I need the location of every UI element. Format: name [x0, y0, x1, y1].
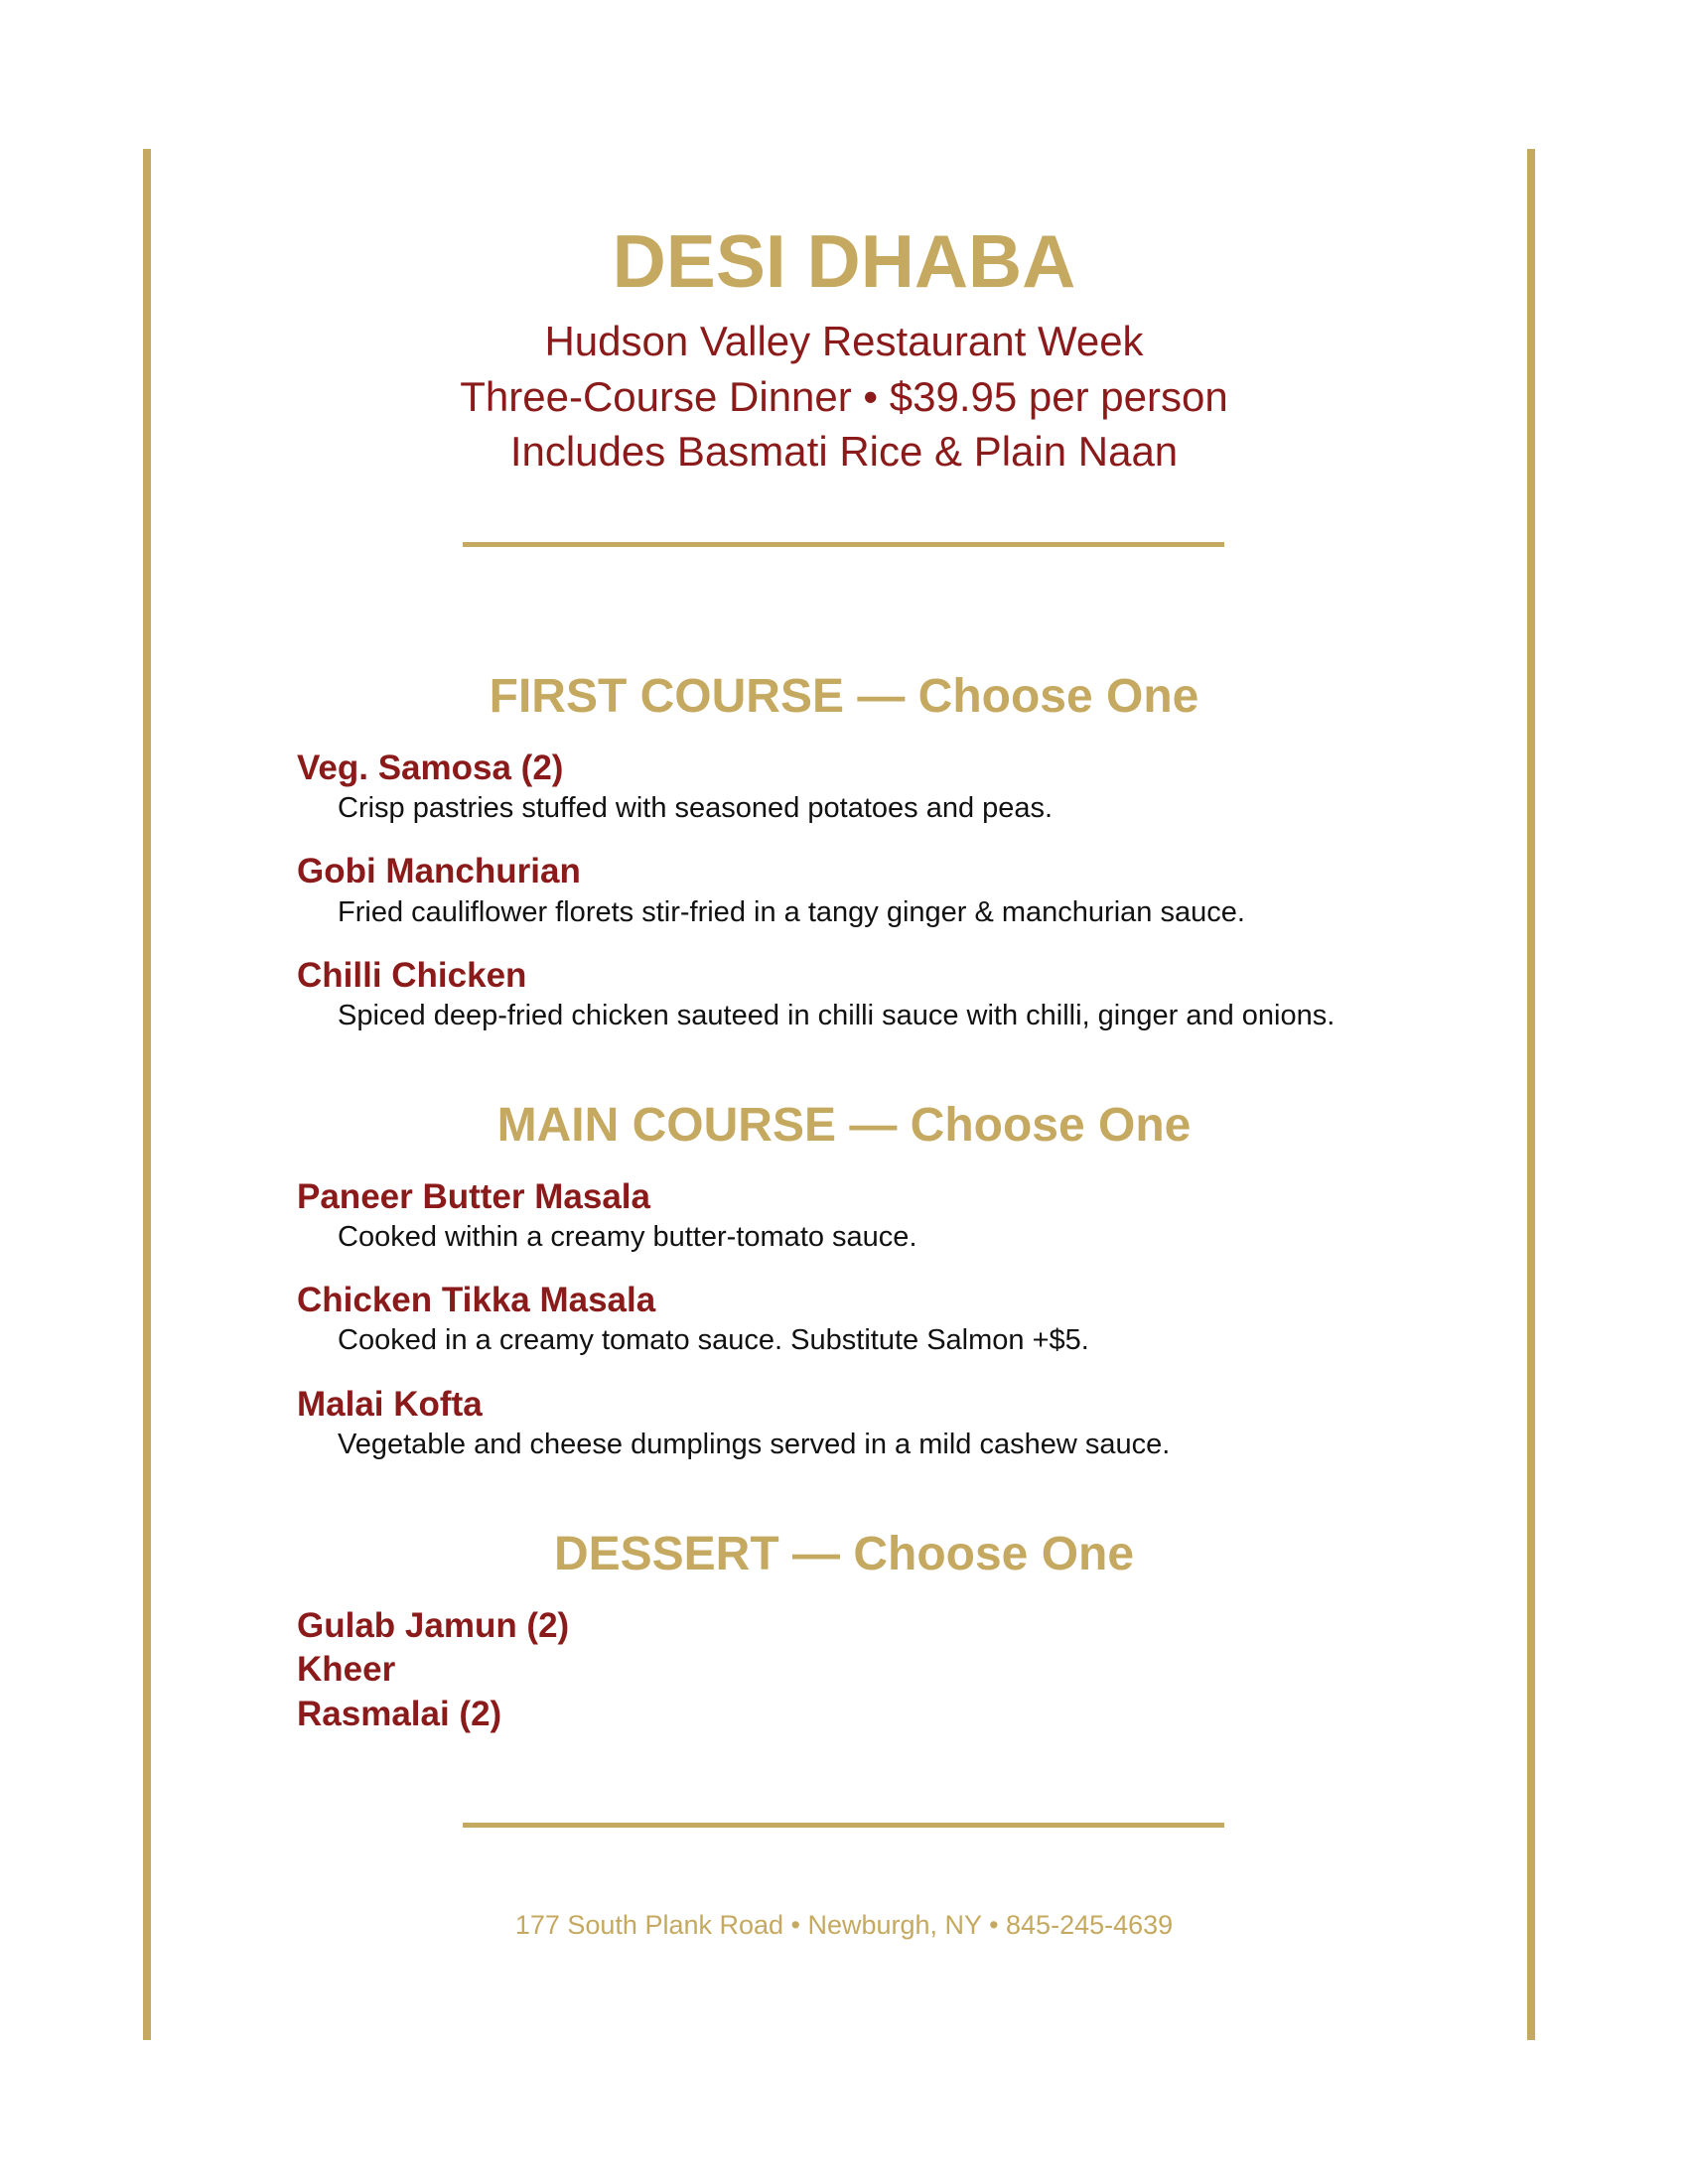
menu-item-description: Cooked in a creamy tomato sauce. Substitute Salmon +$5. — [338, 1324, 1089, 1356]
menu-item-description: Vegetable and cheese dumplings served in a mild cashew sauce. — [338, 1429, 1171, 1460]
menu-item-name: Chicken Tikka Masala — [297, 1281, 656, 1319]
top-divider — [463, 542, 1224, 547]
restaurant-name: DESI DHABA — [612, 219, 1076, 303]
menu-item-name: Paneer Butter Masala — [297, 1177, 650, 1216]
menu-item-description: Cooked within a creamy butter-tomato sauce. — [338, 1221, 917, 1253]
menu-item-description: Spiced deep-fried chicken sauteed in chilli sauce with chilli, ginger and onions. — [338, 1000, 1336, 1031]
menu-item-description: Fried cauliflower florets stir-fried in a tangy ginger & manchurian sauce. — [338, 896, 1245, 928]
menu-item-name: Gobi Manchurian — [297, 852, 581, 890]
menu-item-name: Veg. Samosa (2) — [297, 749, 564, 787]
dessert-item-name: Kheer — [297, 1650, 396, 1689]
event-name: Hudson Valley Restaurant Week — [544, 318, 1144, 364]
menu-item-description: Crisp pastries stuffed with seasoned potatoes and peas. — [338, 792, 1054, 824]
dessert-heading: DESSERT — Choose One — [553, 1528, 1135, 1580]
bottom-divider — [463, 1823, 1224, 1828]
menu-item-name: Chilli Chicken — [297, 956, 527, 995]
first-course-heading: FIRST COURSE — Choose One — [489, 670, 1199, 723]
offer-line: Three-Course Dinner • $39.95 per person — [460, 373, 1228, 420]
dessert-item-name: Rasmalai (2) — [297, 1695, 502, 1733]
main-course-heading: MAIN COURSE — Choose One — [496, 1099, 1192, 1152]
includes-line: Includes Basmati Rice & Plain Naan — [509, 428, 1179, 475]
dessert-item-name: Gulab Jamun (2) — [297, 1606, 570, 1645]
menu-item-name: Malai Kofta — [297, 1385, 483, 1424]
footer-address: 177 South Plank Road • Newburgh, NY • 845-245-4639 — [514, 1910, 1174, 1940]
